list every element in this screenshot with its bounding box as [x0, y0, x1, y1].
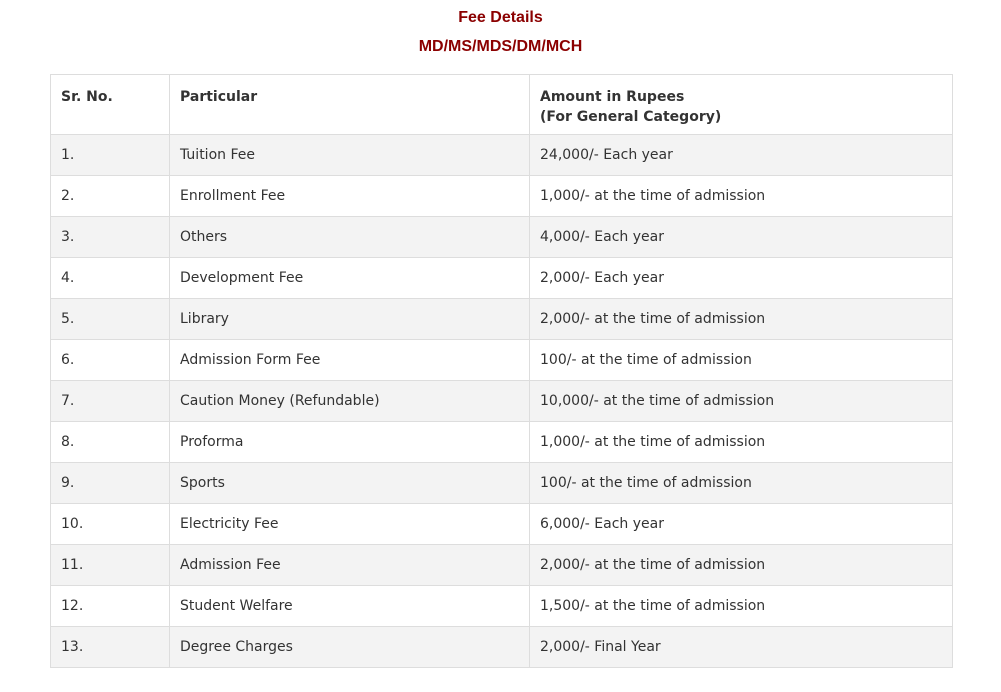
table-row — [51, 299, 953, 340]
cell-sr-no: 10. — [51, 504, 170, 545]
column-header-amount — [530, 75, 953, 135]
cell-particular: Student Welfare — [170, 586, 530, 627]
table-row — [51, 586, 953, 627]
cell-amount: 1,000/- at the time of admission — [530, 176, 953, 217]
cell-amount: 24,000/- Each year — [530, 135, 953, 176]
cell-amount: 10,000/- at the time of admission — [530, 381, 953, 422]
page-subtitle: MD/MS/MDS/DM/MCH — [418, 38, 583, 55]
cell-sr-no: 11. — [51, 545, 170, 586]
table-row — [51, 258, 953, 299]
cell-sr-no: 12. — [51, 586, 170, 627]
table-row — [51, 463, 953, 504]
cell-sr-no: 1. — [51, 135, 170, 176]
cell-amount: 100/- at the time of admission — [530, 340, 953, 381]
cell-sr-no: 4. — [51, 258, 170, 299]
column-header-particular: Particular — [170, 75, 530, 135]
fee-table — [50, 74, 953, 668]
cell-particular: Caution Money (Refundable) — [170, 381, 530, 422]
column-header-amount-line1: Amount in Rupees — [540, 89, 685, 105]
cell-amount: 6,000/- Each year — [530, 504, 953, 545]
table-body — [51, 135, 953, 668]
cell-sr-no: 2. — [51, 176, 170, 217]
cell-sr-no: 9. — [51, 463, 170, 504]
table-row — [51, 422, 953, 463]
cell-amount: 2,000/- at the time of admission — [530, 299, 953, 340]
cell-amount: 100/- at the time of admission — [530, 463, 953, 504]
header-row — [51, 75, 953, 135]
cell-particular: Others — [170, 217, 530, 258]
cell-sr-no: 7. — [51, 381, 170, 422]
cell-sr-no: 6. — [51, 340, 170, 381]
cell-amount: 2,000/- Final Year — [530, 627, 953, 668]
table-row — [51, 217, 953, 258]
cell-particular: Sports — [170, 463, 530, 504]
cell-particular: Development Fee — [170, 258, 530, 299]
cell-particular: Admission Fee — [170, 545, 530, 586]
column-header-sr-no: Sr. No. — [51, 75, 170, 135]
cell-particular: Tuition Fee — [170, 135, 530, 176]
table-row — [51, 545, 953, 586]
table-row — [51, 135, 953, 176]
table-row — [51, 176, 953, 217]
cell-amount: 1,000/- at the time of admission — [530, 422, 953, 463]
cell-amount: 1,500/- at the time of admission — [530, 586, 953, 627]
cell-particular: Degree Charges — [170, 627, 530, 668]
cell-particular: Proforma — [170, 422, 530, 463]
table-row — [51, 504, 953, 545]
page-title: Fee Details — [458, 9, 543, 26]
column-header-amount-line2: (For General Category) — [540, 109, 722, 125]
cell-amount: 4,000/- Each year — [530, 217, 953, 258]
table-row — [51, 381, 953, 422]
cell-sr-no: 13. — [51, 627, 170, 668]
cell-sr-no: 5. — [51, 299, 170, 340]
table-row — [51, 627, 953, 668]
cell-sr-no: 8. — [51, 422, 170, 463]
table-header — [51, 75, 953, 135]
cell-amount: 2,000/- at the time of admission — [530, 545, 953, 586]
table-row — [51, 340, 953, 381]
cell-particular: Enrollment Fee — [170, 176, 530, 217]
cell-particular: Electricity Fee — [170, 504, 530, 545]
cell-particular: Library — [170, 299, 530, 340]
cell-particular: Admission Form Fee — [170, 340, 530, 381]
cell-sr-no: 3. — [51, 217, 170, 258]
cell-amount: 2,000/- Each year — [530, 258, 953, 299]
